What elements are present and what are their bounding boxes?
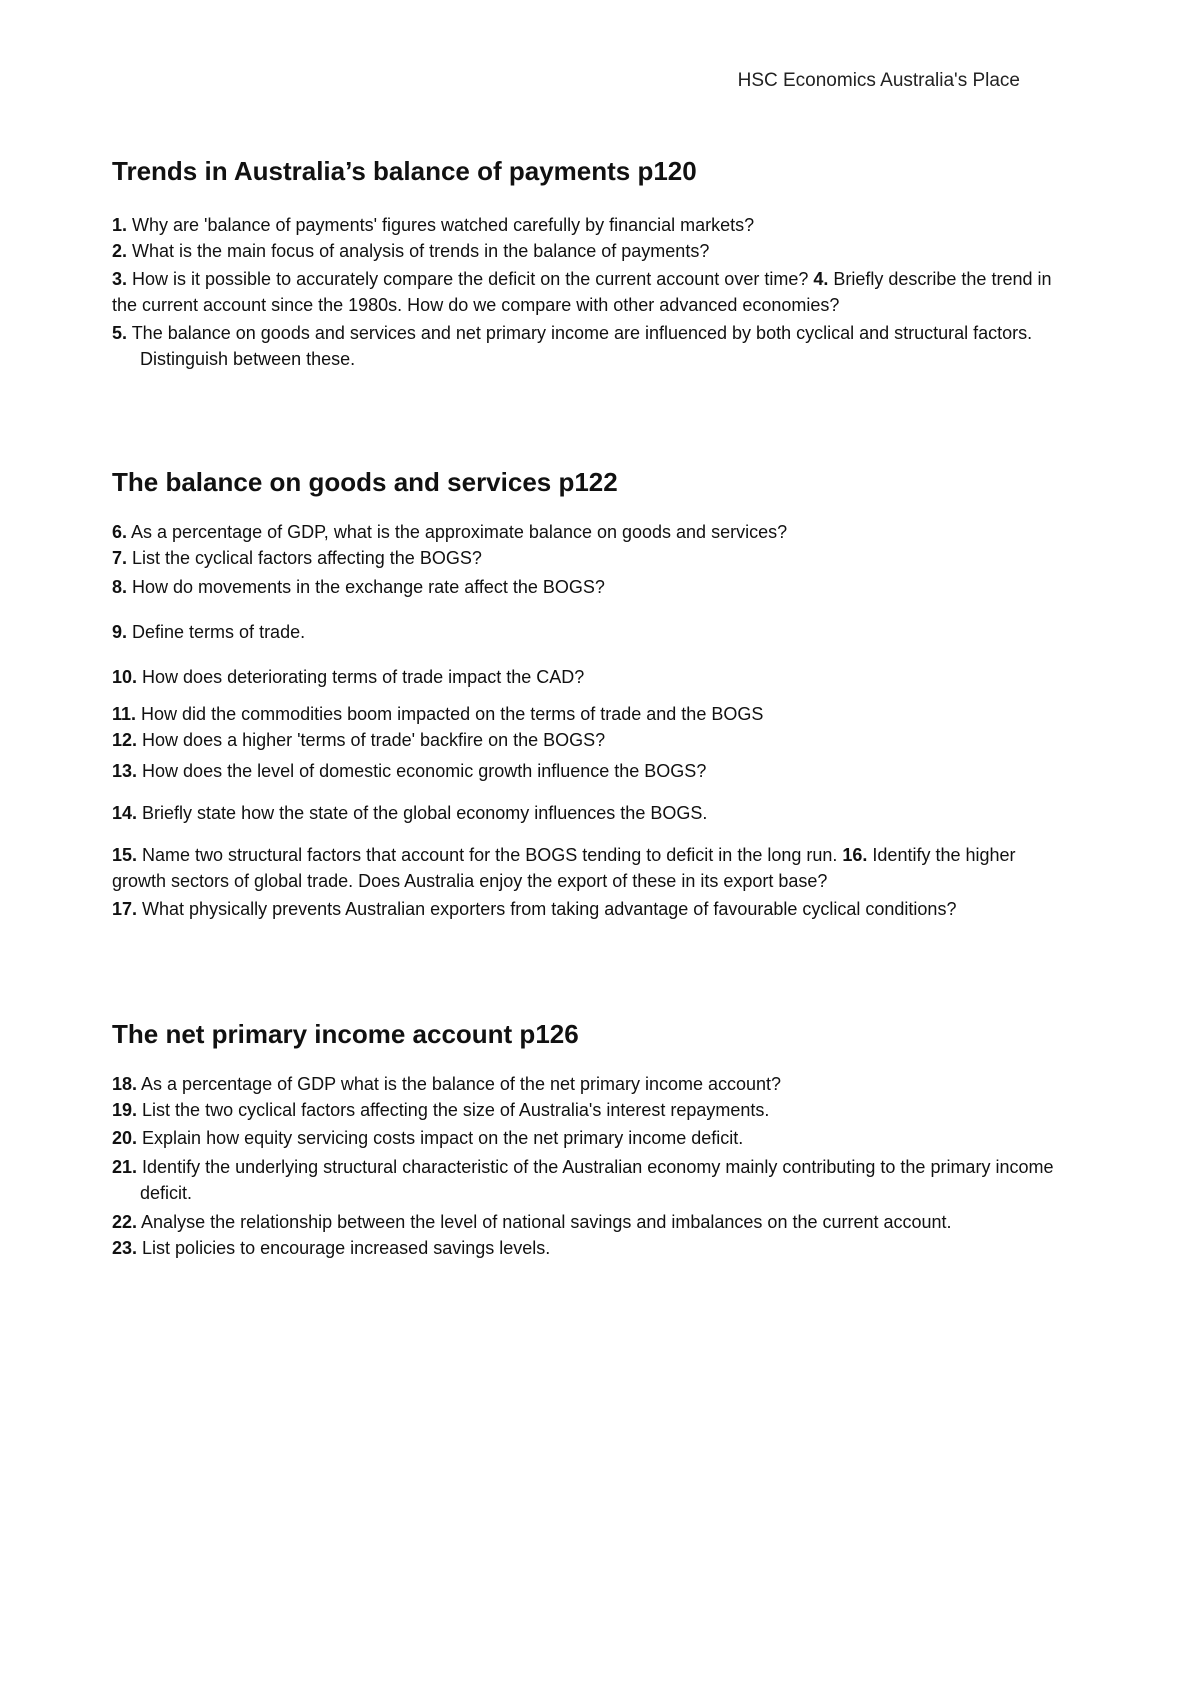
question-8: 8. How do movements in the exchange rate affect the BOGS?: [112, 577, 605, 597]
section-net-primary-income: [112, 1019, 1072, 1261]
question-19: 19. List the two cyclical factors affecting the size of Australia's interest repayments.: [112, 1100, 770, 1120]
question-12: 12. How does a higher 'terms of trade' backfire on the BOGS?: [112, 730, 606, 750]
question-2: 2. What is the main focus of analysis of trends in the balance of payments?: [112, 241, 710, 261]
question-1: 1. Why are 'balance of payments' figures watched carefully by financial markets?: [112, 215, 755, 235]
question-18: 18. As a percentage of GDP what is the balance of the net primary income account?: [112, 1074, 782, 1094]
section-bogs: [112, 467, 1072, 922]
question-22: 22. Analyse the relationship between the level of national savings and imbalances on the current account.: [112, 1212, 952, 1232]
section-bop-trends: [112, 156, 1072, 372]
section-title: The balance on goods and services p122: [112, 467, 618, 497]
running-header: HSC Economics Australia's Place: [737, 70, 1020, 91]
question-21: 21. Identify the underlying structural characteristic of the Australian economy mainly contributing to the primary income deficit.: [112, 1157, 1054, 1203]
question-11: 11. How did the commodities boom impacted on the terms of trade and the BOGS: [112, 704, 764, 724]
question-10: 10. How does deteriorating terms of trade impact the CAD?: [112, 667, 585, 687]
section-title: The net primary income account p126: [112, 1019, 579, 1049]
question-17: 17. What physically prevents Australian exporters from taking advantage of favourable cyclical conditions?: [112, 899, 957, 919]
question-5: 5. The balance on goods and services and net primary income are influenced by both cyclical and structural factors. Distinguish between these.: [112, 323, 1033, 369]
question-14: 14. Briefly state how the state of the global economy influences the BOGS.: [112, 803, 708, 823]
question-6: 6. As a percentage of GDP, what is the approximate balance on goods and services?: [112, 522, 788, 542]
section-title: Trends in Australia’s balance of payments p120: [112, 156, 697, 186]
question-15-16: 15. Name two structural factors that account for the BOGS tending to deficit in the long run. 16. Identify the higher growth sectors of global trade. Does Australia enjoy the export of these in its export base?: [112, 845, 1016, 891]
question-13: 13. How does the level of domestic economic growth influence the BOGS?: [112, 761, 707, 781]
question-20: 20. Explain how equity servicing costs impact on the net primary income deficit.: [112, 1128, 744, 1148]
question-9: 9. Define terms of trade.: [112, 622, 306, 642]
question-23: 23. List policies to encourage increased savings levels.: [112, 1238, 551, 1258]
question-7: 7. List the cyclical factors affecting the BOGS?: [112, 548, 482, 568]
question-3-4: 3. How is it possible to accurately compare the deficit on the current account over time? 4. Briefly describe the trend in the current account since the 1980s. How do we compare with other advanced economies?: [112, 269, 1052, 315]
